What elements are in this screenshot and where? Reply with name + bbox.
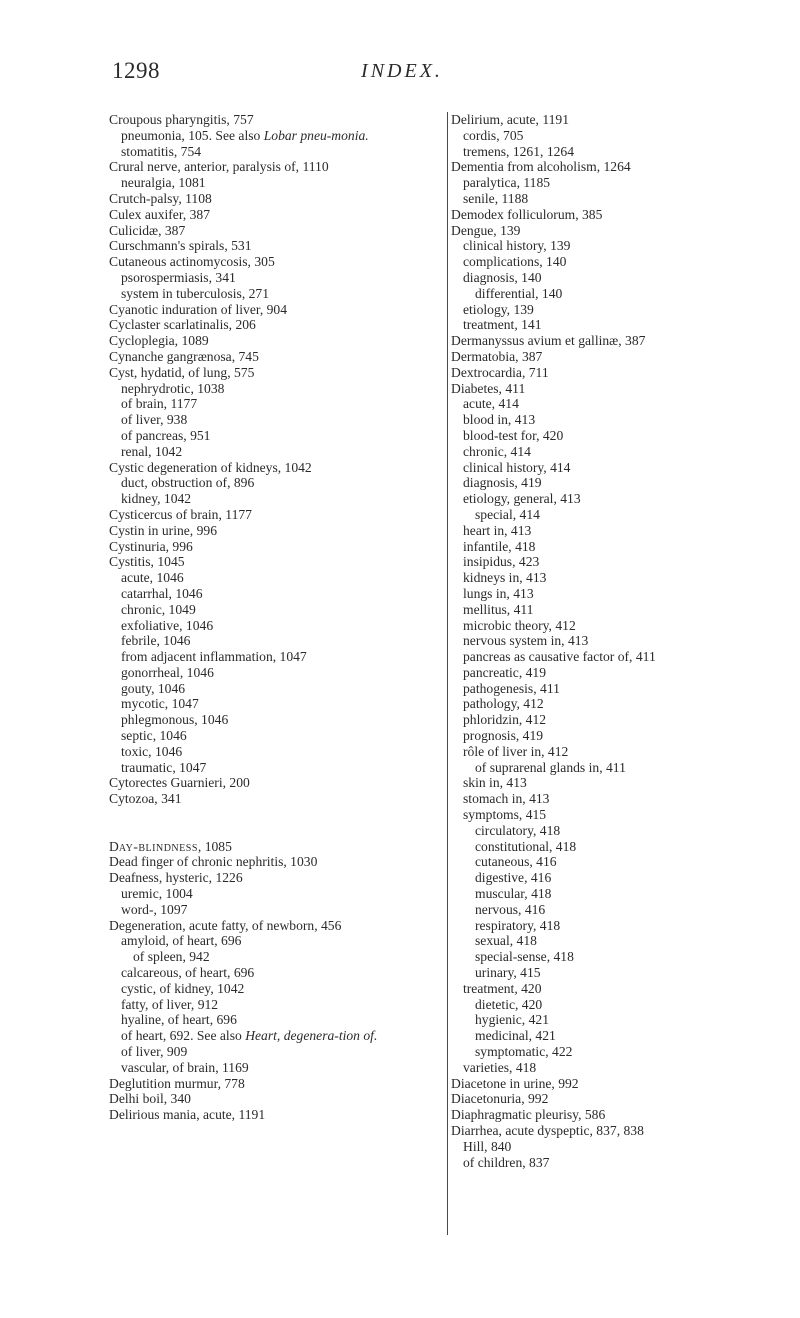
- index-entry-text: Delirious mania, acute, 1191: [109, 1107, 266, 1123]
- index-entry-text: psorospermiasis, 341: [121, 269, 236, 285]
- index-entry-text: gouty, 1046: [121, 680, 186, 696]
- index-subentry: [451, 886, 751, 902]
- index-entry: [451, 207, 751, 223]
- index-entry-text: word-, 1097: [121, 901, 188, 917]
- index-entry-text: Cycloplegia, 1089: [109, 333, 209, 349]
- index-entry-text: of pancreas, 951: [121, 427, 211, 443]
- index-entry-text: Dead finger of chronic nephritis, 1030: [109, 854, 318, 870]
- index-subentry: [451, 286, 751, 302]
- index-entry: [451, 1123, 751, 1139]
- index-entry-text: Dermatobia, 387: [451, 348, 543, 364]
- index-subentry: [451, 175, 751, 191]
- index-entry-text: Crural nerve, anterior, paralysis of, 1110: [109, 159, 329, 175]
- index-entry: [109, 870, 439, 886]
- index-entry: [451, 365, 751, 381]
- index-subentry: [109, 665, 439, 681]
- index-entry: [451, 159, 751, 175]
- index-entry: [109, 507, 439, 523]
- index-entry-text: Deafness, hysteric, 1226: [109, 870, 243, 886]
- index-subentry: [451, 602, 751, 618]
- index-entry: [109, 839, 439, 855]
- index-entry-text: of spleen, 942: [133, 949, 210, 965]
- index-subentry: [109, 618, 439, 634]
- index-entry-text: paralytica, 1185: [463, 175, 551, 191]
- index-subentry: [451, 317, 751, 333]
- index-entry-text: pathogenesis, 411: [463, 680, 560, 696]
- index-entry: [109, 254, 439, 270]
- index-entry-text: nervous, 416: [475, 901, 546, 917]
- index-entry-text: phloridzin, 412: [463, 712, 547, 728]
- index-subentry: [451, 775, 751, 791]
- index-entry-text: of suprarenal glands in, 411: [475, 759, 626, 775]
- index-entry-text: etiology, 139: [463, 301, 534, 317]
- index-subentry: [109, 1060, 439, 1076]
- index-entry-text: Cystin in urine, 996: [109, 522, 217, 538]
- index-entry-text: rôle of liver in, 412: [463, 743, 569, 759]
- index-column-left: [109, 112, 439, 1123]
- index-entry-text: Cystitis, 1045: [109, 554, 185, 570]
- index-subentry: [451, 744, 751, 760]
- index-subentry: [109, 270, 439, 286]
- index-entry-text: Cystic degeneration of kidneys, 1042: [109, 459, 312, 475]
- index-entry-text: acute, 1046: [121, 570, 184, 586]
- index-subentry: [109, 649, 439, 665]
- index-entry-text: stomach in, 413: [463, 791, 550, 807]
- index-entry: [109, 554, 439, 570]
- index-entry-text: insipidus, 423: [463, 554, 540, 570]
- index-subentry: [451, 444, 751, 460]
- index-subentry: [451, 523, 751, 539]
- index-entry-text: of brain, 1177: [121, 396, 198, 412]
- index-entry-text: prognosis, 419: [463, 728, 544, 744]
- index-entry-text: stomatitis, 754: [121, 143, 202, 159]
- index-entry-text: Diacetonuria, 992: [451, 1091, 549, 1107]
- index-entry-text: diagnosis, 140: [463, 269, 542, 285]
- index-subentry: [451, 428, 751, 444]
- index-subentry: [451, 618, 751, 634]
- index-entry: [109, 1091, 439, 1107]
- index-entry-text: treatment, 141: [463, 317, 542, 333]
- index-entry-text: hygienic, 421: [475, 1012, 549, 1028]
- index-entry: [109, 539, 439, 555]
- index-entry-text: cutaneous, 416: [475, 854, 557, 870]
- index-entry-text: cordis, 705: [463, 127, 524, 143]
- index-entry-text: calcareous, of heart, 696: [121, 965, 255, 981]
- index-entry: [109, 775, 439, 791]
- index-subentry: [451, 633, 751, 649]
- index-subentry: [451, 1155, 751, 1171]
- index-entry-text: chronic, 414: [463, 443, 531, 459]
- index-subentry: [109, 144, 439, 160]
- index-subentry: [451, 918, 751, 934]
- index-entry-text: catarrhal, 1046: [121, 585, 203, 601]
- index-subentry: [109, 933, 439, 949]
- index-entry-text: renal, 1042: [121, 443, 183, 459]
- index-entry-text: uremic, 1004: [121, 886, 193, 902]
- index-subentry: [451, 870, 751, 886]
- index-subentry: [451, 554, 751, 570]
- index-subentry: [451, 539, 751, 555]
- index-subentry: [109, 1044, 439, 1060]
- index-entry: [451, 1107, 751, 1123]
- index-subentry: [451, 475, 751, 491]
- index-subentry: [109, 696, 439, 712]
- index-subentry: [451, 1028, 751, 1044]
- index-entry-text: constitutional, 418: [475, 838, 577, 854]
- index-subentry: [109, 681, 439, 697]
- index-subentry: [451, 1012, 751, 1028]
- index-subentry: [451, 191, 751, 207]
- index-subentry: [451, 270, 751, 286]
- index-entry: [109, 191, 439, 207]
- index-entry-text: nervous system in, 413: [463, 633, 589, 649]
- index-entry-text: D: [109, 838, 119, 854]
- index-entry-text: mycotic, 1047: [121, 696, 199, 712]
- index-subentry: [451, 949, 751, 965]
- index-subentry: [451, 665, 751, 681]
- index-entry-text: Diacetone in urine, 992: [451, 1075, 579, 1091]
- index-entry-text: hyaline, of heart, 696: [121, 1012, 237, 1028]
- index-subentry: [451, 933, 751, 949]
- index-subentry: [109, 396, 439, 412]
- index-subentry: [451, 712, 751, 728]
- index-entry-text: duct, obstruction of, 896: [121, 475, 255, 491]
- index-entry-text: of liver, 938: [121, 412, 188, 428]
- index-subentry: [451, 981, 751, 997]
- index-entry-text: gonorrheal, 1046: [121, 664, 214, 680]
- index-subentry: [109, 728, 439, 744]
- index-subentry: [109, 902, 439, 918]
- index-subentry: [109, 491, 439, 507]
- index-entry-text: Cynanche gangrænosa, 745: [109, 348, 259, 364]
- index-subentry: [451, 144, 751, 160]
- index-subentry: [451, 997, 751, 1013]
- index-subentry: [451, 586, 751, 602]
- index-subentry: [451, 902, 751, 918]
- index-entry-text: Delhi boil, 340: [109, 1091, 191, 1107]
- index-subentry: [451, 128, 751, 144]
- index-entry-text: tremens, 1261, 1264: [463, 143, 575, 159]
- index-subentry: [451, 570, 751, 586]
- index-subentry: [451, 412, 751, 428]
- index-entry-text: Diarrhea, acute dyspeptic, 837, 838: [451, 1123, 644, 1138]
- index-entry-text: Cyclaster scarlatinalis, 206: [109, 317, 256, 333]
- index-entry-text: medicinal, 421: [475, 1028, 556, 1044]
- index-entry-text: , 1085: [197, 838, 232, 854]
- index-entry-text: Diaphragmatic pleurisy, 586: [451, 1107, 606, 1123]
- index-entry: [451, 1076, 751, 1092]
- index-entry: [109, 791, 439, 807]
- index-subentry: [451, 1139, 751, 1155]
- index-subentry: [109, 1012, 439, 1028]
- index-entry-text: amyloid, of heart, 696: [121, 933, 242, 949]
- index-subentry: [451, 238, 751, 254]
- index-entry: [109, 918, 439, 934]
- index-subentry: [451, 1060, 751, 1076]
- index-subentry: [109, 602, 439, 618]
- index-subentry: [451, 791, 751, 807]
- index-entry-text: cystic, of kidney, 1042: [121, 980, 245, 996]
- index-subentry: [451, 728, 751, 744]
- index-entry-text: senile, 1188: [463, 190, 529, 206]
- index-entry-text: Diabetes, 411: [451, 380, 526, 396]
- index-subentry: [109, 286, 439, 302]
- index-entry-text: sexual, 418: [475, 933, 537, 949]
- index-entry-text: Lobar pneu-monia.: [263, 127, 369, 143]
- index-entry: [109, 349, 439, 365]
- index-subentry: [109, 128, 439, 144]
- index-entry: [109, 223, 439, 239]
- index-entry-text: microbic theory, 412: [463, 617, 576, 633]
- index-entry-text: Cytozoa, 341: [109, 791, 182, 807]
- index-entry-text: special, 414: [475, 506, 540, 522]
- index-entry: [451, 223, 751, 239]
- index-column-right: [447, 112, 751, 1235]
- index-entry-text: Delirium, acute, 1191: [451, 112, 570, 127]
- index-subentry: [451, 649, 751, 665]
- index-entry-text: fatty, of liver, 912: [121, 996, 219, 1012]
- index-entry-text: Cytorectes Guarnieri, 200: [109, 775, 250, 791]
- page-header: [112, 58, 692, 88]
- index-subentry: [451, 854, 751, 870]
- index-subentry: [109, 633, 439, 649]
- index-entry-text: of children, 837: [463, 1154, 550, 1170]
- index-entry-text: symptomatic, 422: [475, 1044, 573, 1060]
- index-gap: [109, 823, 439, 839]
- index-entry-text: Dengue, 139: [451, 222, 521, 238]
- index-entry-text: chronic, 1049: [121, 601, 196, 617]
- index-subentry: [109, 444, 439, 460]
- index-subentry: [109, 412, 439, 428]
- index-entry-text: treatment, 420: [463, 980, 542, 996]
- index-subentry: [451, 254, 751, 270]
- index-gap: [109, 807, 439, 823]
- index-subentry: [109, 570, 439, 586]
- index-entry-text: blood-test for, 420: [463, 427, 564, 443]
- index-entry-text: muscular, 418: [475, 886, 552, 902]
- index-subentry: [109, 965, 439, 981]
- index-entry-text: pancreas as causative factor of, 411: [463, 649, 656, 665]
- index-subentry: [109, 475, 439, 491]
- index-entry-text: ay-blindness: [118, 838, 198, 854]
- index-entry-text: Culicidæ, 387: [109, 222, 186, 238]
- index-entry-text: Dermanyssus avium et gallinæ, 387: [451, 333, 646, 349]
- index-subentry: [451, 965, 751, 981]
- index-entry-text: complications, 140: [463, 254, 567, 270]
- index-subentry: [451, 460, 751, 476]
- index-entry-text: Cyanotic induration of liver, 904: [109, 301, 288, 317]
- index-subentry: [109, 981, 439, 997]
- index-entry-text: clinical history, 414: [463, 459, 571, 475]
- index-subentry: [451, 1044, 751, 1060]
- index-subentry: [451, 507, 751, 523]
- index-entry-text: acute, 414: [463, 396, 519, 412]
- index-entry-text: of heart, 692. See also: [121, 1028, 246, 1044]
- index-entry-text: differential, 140: [475, 285, 563, 301]
- index-entry: [109, 159, 439, 175]
- index-entry-text: Deglutition murmur, 778: [109, 1075, 245, 1091]
- index-entry-text: etiology, general, 413: [463, 491, 581, 507]
- index-entry-text: traumatic, 1047: [121, 759, 207, 775]
- index-subentry: [109, 949, 439, 965]
- index-entry-text: pathology, 412: [463, 696, 544, 712]
- index-entry-text: symptoms, 415: [463, 807, 547, 823]
- index-entry-text: kidneys in, 413: [463, 570, 547, 586]
- index-entry-text: blood in, 413: [463, 412, 536, 428]
- index-entry: [109, 317, 439, 333]
- index-entry: [109, 207, 439, 223]
- index-entry: [109, 1076, 439, 1092]
- index-entry-text: Crutch-palsy, 1108: [109, 190, 212, 206]
- index-entry-text: vascular, of brain, 1169: [121, 1059, 249, 1075]
- index-entry: [451, 112, 751, 128]
- index-entry-text: Cyst, hydatid, of lung, 575: [109, 364, 255, 380]
- index-subentry: [109, 1028, 439, 1044]
- index-subentry: [109, 886, 439, 902]
- index-entry-text: dietetic, 420: [475, 996, 543, 1012]
- index-entry-text: Culex auxifer, 387: [109, 206, 211, 222]
- index-subentry: [451, 839, 751, 855]
- index-subentry: [451, 681, 751, 697]
- index-entry-text: clinical history, 139: [463, 238, 571, 254]
- index-entry: [451, 381, 751, 397]
- index-entry-text: of liver, 909: [121, 1044, 188, 1060]
- index-entry-text: lungs in, 413: [463, 585, 534, 601]
- index-entry-text: toxic, 1046: [121, 743, 183, 759]
- index-entry-text: pancreatic, 419: [463, 664, 547, 680]
- index-entry-text: Cutaneous actinomycosis, 305: [109, 254, 275, 270]
- index-entry: [451, 333, 751, 349]
- index-entry: [109, 112, 439, 128]
- index-subentry: [451, 807, 751, 823]
- index-entry: [451, 349, 751, 365]
- index-subentry: [109, 744, 439, 760]
- index-subentry: [109, 997, 439, 1013]
- index-entry: [109, 523, 439, 539]
- index-entry-text: Curschmann's spirals, 531: [109, 238, 252, 254]
- index-entry-text: respiratory, 418: [475, 917, 561, 933]
- index-subentry: [109, 586, 439, 602]
- index-entry-text: kidney, 1042: [121, 491, 192, 507]
- index-entry-text: from adjacent inflammation, 1047: [121, 649, 307, 665]
- index-entry-text: septic, 1046: [121, 728, 187, 744]
- index-subentry: [451, 491, 751, 507]
- index-entry-text: febrile, 1046: [121, 633, 191, 649]
- index-entry-text: Croupous pharyngitis, 757: [109, 112, 254, 127]
- index-entry-text: system in tuberculosis, 271: [121, 285, 270, 301]
- index-entry-text: infantile, 418: [463, 538, 536, 554]
- index-entry-text: nephrydrotic, 1038: [121, 380, 225, 396]
- index-subentry: [109, 712, 439, 728]
- index-entry-text: Degeneration, acute fatty, of newborn, 456: [109, 917, 342, 933]
- index-entry-text: diagnosis, 419: [463, 475, 542, 491]
- index-entry-text: Cystinuria, 996: [109, 538, 193, 554]
- index-subentry: [451, 760, 751, 776]
- index-entry: [109, 854, 439, 870]
- index-subentry: [451, 823, 751, 839]
- index-entry-text: mellitus, 411: [463, 601, 534, 617]
- index-entry-text: phlegmonous, 1046: [121, 712, 229, 728]
- index-subentry: [451, 396, 751, 412]
- index-subentry: [451, 302, 751, 318]
- index-subentry: [109, 381, 439, 397]
- index-entry: [109, 333, 439, 349]
- index-subentry: [109, 428, 439, 444]
- index-entry-text: Heart, degenera-tion of.: [245, 1028, 378, 1044]
- index-entry-text: pneumonia, 105. See also: [121, 127, 264, 143]
- index-entry-text: circulatory, 418: [475, 822, 561, 838]
- index-entry-text: urinary, 415: [475, 965, 541, 981]
- index-entry: [109, 238, 439, 254]
- index-entry-text: Hill, 840: [463, 1138, 512, 1154]
- index-entry-text: exfoliative, 1046: [121, 617, 214, 633]
- index-entry-text: skin in, 413: [463, 775, 527, 791]
- index-entry-text: Cysticercus of brain, 1177: [109, 506, 252, 522]
- index-entry-text: Dextrocardia, 711: [451, 364, 549, 380]
- index-entry: [109, 365, 439, 381]
- index-entry-text: heart in, 413: [463, 522, 532, 538]
- running-head: INDEX.: [361, 60, 443, 82]
- index-entry-text: digestive, 416: [475, 870, 552, 886]
- index-subentry: [451, 696, 751, 712]
- index-entry-text: neuralgia, 1081: [121, 175, 206, 191]
- index-entry-text: special-sense, 418: [475, 949, 574, 965]
- index-entry: [109, 302, 439, 318]
- index-subentry: [109, 175, 439, 191]
- page-number: 1298: [112, 58, 160, 83]
- index-entry-text: Demodex folliculorum, 385: [451, 206, 603, 222]
- index-entry: [109, 1107, 439, 1123]
- index-entry: [451, 1091, 751, 1107]
- index-subentry: [109, 760, 439, 776]
- index-entry: [109, 460, 439, 476]
- index-entry-text: Dementia from alcoholism, 1264: [451, 159, 631, 175]
- index-entry-text: varieties, 418: [463, 1059, 537, 1075]
